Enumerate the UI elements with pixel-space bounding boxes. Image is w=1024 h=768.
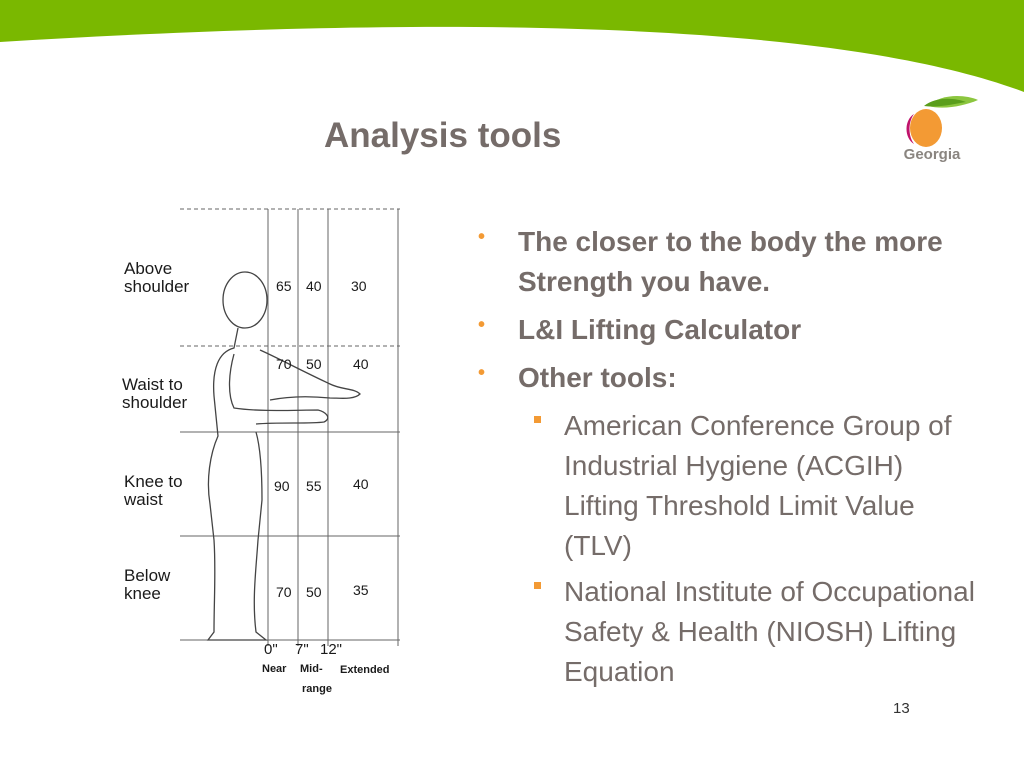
list-item [478,222,978,302]
table-cell: 55 [306,478,322,494]
zone-label-knee-to-waist: Knee to waist [124,472,183,509]
bullet-dot-icon: • [478,362,486,384]
table-cell: 70 [276,356,292,372]
peach-icon [886,92,978,148]
distance-mid: 7" [295,641,309,658]
table-cell: 40 [353,476,369,492]
bullet-list [478,222,978,698]
slide-title: Analysis tools [324,116,562,155]
table-cell: 50 [306,584,322,600]
distance-extended: 12" [320,641,343,658]
table-cell: 30 [351,278,367,294]
distance-near: 0" [264,641,278,658]
bullet-text: The closer to the body the more Strength you have. [518,226,943,297]
page-number: 13 [893,700,910,717]
reach-label-extended: Extended [340,664,390,676]
table-cell: 40 [306,278,322,294]
table-cell: 50 [306,356,322,372]
square-bullet-icon [534,582,541,589]
table-cell: 35 [353,582,369,598]
table-cell: 70 [276,584,292,600]
logo-text: Georgia [903,146,961,163]
zone-label-below-knee: Below knee [124,566,171,603]
zone-label-waist-to-shoulder: Waist to shoulder [122,375,188,412]
sub-list-item [478,572,978,692]
sub-list-item [478,406,978,566]
georgia-logo [886,92,978,172]
sub-bullet-text: American Conference Group of Industrial Hygiene (ACGIH) Lifting Threshold Limit Value (TLV) [564,410,952,561]
sub-bullet-text: National Institute of Occupational Safety & Health (NIOSH) Lifting Equation [564,576,975,687]
table-cell: 65 [276,278,292,294]
square-bullet-icon [534,416,541,423]
list-item [478,358,978,398]
lifting-zones-figure [110,200,430,710]
reach-label-mid-2: range [302,683,332,695]
bullet-dot-icon: • [478,314,486,336]
list-item [478,310,978,350]
bullet-text: Other tools: [518,362,677,393]
reach-label-mid: Mid- [300,663,323,675]
bullet-text: L&I Lifting Calculator [518,314,802,345]
bullet-dot-icon: • [478,226,486,248]
reach-label-near: Near [262,663,287,675]
table-cell: 90 [274,478,290,494]
header-swoosh [0,0,1024,120]
zone-label-above-shoulder: Above shoulder [124,259,190,296]
table-cell: 40 [353,356,369,372]
